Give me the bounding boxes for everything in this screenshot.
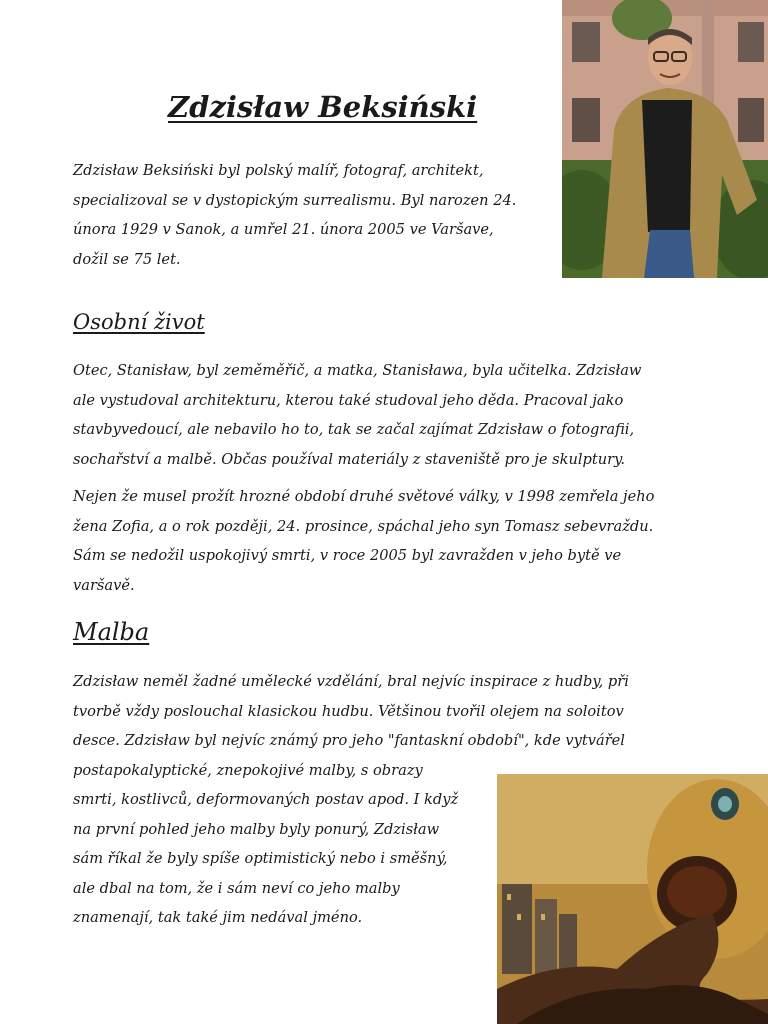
portrait-illustration [562,0,768,278]
text-line: žena Zofia, a o rok později, 24. prosince, spáchal jeho syn Tomasz sebevraždu. [73,517,654,535]
page-title: Zdzisław Beksiński [168,90,478,124]
text-line: ale vystudoval architekturu, kterou také studoval jeho děda. Pracoval jako [73,391,624,409]
text-line: stavbyvedoucí, ale nebavilo ho to, tak se začal zajímat Zdzisław o fotografii, [73,421,635,438]
text-line: Zdzisław neměl žadné umělecké vzdělání, bral nejvíc inspirace z hudby, při [73,673,629,690]
text-line: února 1929 v Sanok, a umřel 21. února 2005 ve Varšave, [73,221,494,238]
text-line: Sám se nedožil uspokojivý smrti, v roce 2005 byl zavražden v jeho bytě ve [73,547,622,564]
intro-paragraph [73,156,516,274]
personal-life-paragraph-1 [73,356,641,474]
section-heading-personal-life: Osobní život [73,310,205,334]
text-line: ale dbal na tom, že i sám neví co jeho malby [73,879,400,897]
text-line: varšavě. [73,576,135,594]
text-line: tvorbě vždy poslouchal klasickou hudbu. Většinou tvořil olejem na soloitov [73,702,624,720]
painting-image [497,774,768,1024]
text-line: znamenají, tak také jim nedával jméno. [73,909,363,926]
section-heading-painting: Malba [73,618,150,646]
text-line: dožil se 75 let. [73,250,181,268]
painting-illustration [497,774,768,1024]
portrait-photo [562,0,768,278]
text-line: desce. Zdzisław byl nejvíc známý pro jeho "fantaskní období", kde vytvářel [73,732,625,749]
text-line: postapokalyptické, znepokojivé malby, s obrazy [73,761,423,779]
text-line: na první pohled jeho malby byly ponurý, Zdzisław [73,820,440,838]
text-line: Zdzisław Beksiński byl polský malíř, fotograf, architekt, [73,162,484,179]
text-line: smrti, kostlivců, deformovaných postav apod. I když [73,791,459,808]
personal-life-paragraph-2 [73,482,654,600]
text-line: specializoval se v dystopickým surrealismu. Byl narozen 24. [73,191,517,209]
text-line: Otec, Stanisław, byl zeměměřič, a matka, Stanisława, byla učitelka. Zdzisław [73,362,642,379]
text-line: Nejen že musel prožít hrozné období druhé světové války, v 1998 zemřela jeho [73,488,655,505]
text-line: sochařství a malbě. Občas používal materiály z staveniště pro je skulptury. [73,450,626,468]
text-line: sám říkal že byly spíše optimistický nebo i směšný, [73,850,448,867]
